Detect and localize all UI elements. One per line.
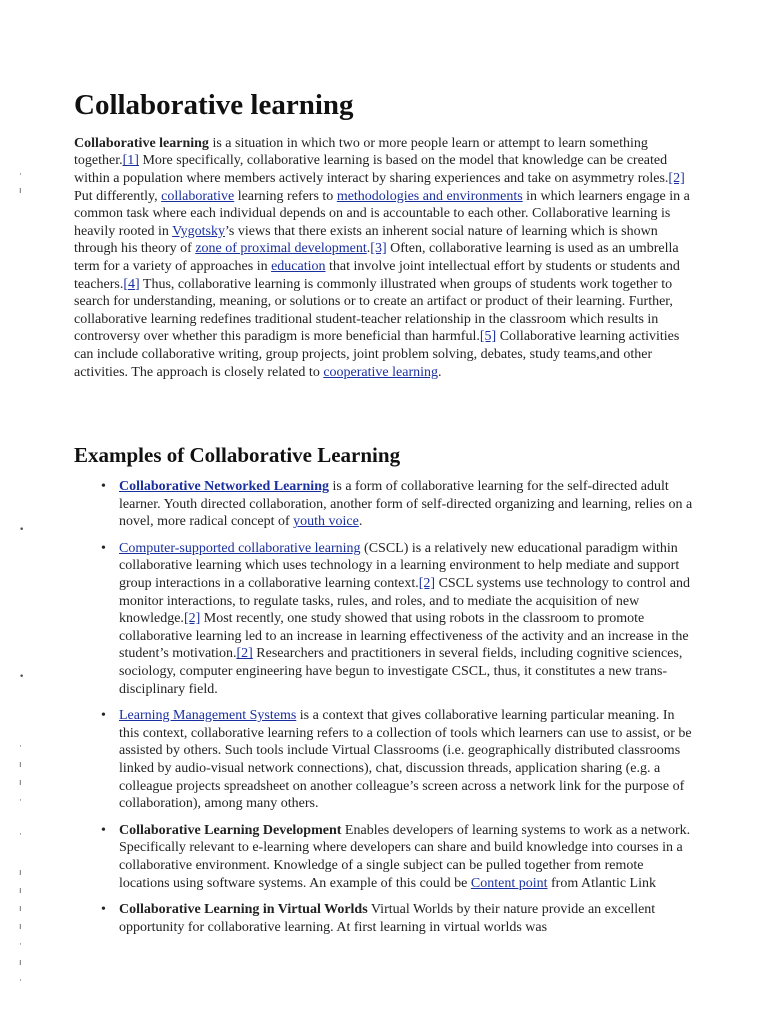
link[interactable]: zone of proximal development xyxy=(195,241,367,257)
link[interactable]: youth voice xyxy=(293,514,359,530)
text: . xyxy=(366,241,371,257)
link[interactable]: Learning Management Systems xyxy=(119,708,297,724)
text: is a form of collaborative learning for the self-directed adult learner. Youth directed collaboration, another form of self-directed organizing and learning, relies on a novel, more radical concept of xyxy=(119,479,693,530)
link[interactable]: [2] xyxy=(183,611,201,627)
link[interactable]: methodologies and environments xyxy=(336,188,523,204)
bold-text: Collaborative Learning Development xyxy=(119,822,342,838)
text: in which learners engage in a common task where each individual depends on and is accountable to each other. Collaborative learning is heavily rooted in xyxy=(74,188,690,239)
link[interactable]: [2] xyxy=(236,646,253,662)
link[interactable]: [4] xyxy=(123,276,140,292)
text: is a context that gives collaborative learning particular meaning. In this context, collaborative learning refers to a collection of tools which learners can use to assist, or be assisted by others. Such tools include Virtual Classrooms (i.e. geographically distributed classrooms linked by audio-visual network connections), chat, discussion threads, application sharing (e.g. a colleague projects spreadsheet on another colleague’s screen across a network link for the purpose of collaboration), among many others. xyxy=(119,708,692,812)
bullet-icon: • xyxy=(101,479,106,495)
text: Often, collaborative learning is used as an umbrella term for a variety of approaches in xyxy=(74,241,679,274)
list-item xyxy=(74,822,696,892)
link[interactable]: collaborative xyxy=(161,188,235,204)
text: that involve joint intellectual effort by students or students and teachers. xyxy=(74,258,680,292)
list-item xyxy=(74,478,696,531)
text: ’s views that there exists an inherent social nature of learning which is shown through his theory of xyxy=(74,223,658,257)
text: (CSCL) is a relatively new educational paradigm within collaborative learning which uses technology in a learning environment to help mediate and support group interactions in a collaborative learning context. xyxy=(119,540,680,592)
text: CSCL systems use technology to control and monitor interactions, to regulate tasks, rules, and roles, and to mediate the acquisition of new knowledge. xyxy=(119,576,691,627)
text: . xyxy=(358,514,363,530)
list-item xyxy=(74,901,696,936)
bold-text: Collaborative learning xyxy=(74,135,209,151)
bullet-icon: • xyxy=(101,540,106,556)
link[interactable]: Computer-supported collaborative learning xyxy=(119,540,361,556)
link[interactable]: [2] xyxy=(418,576,436,592)
text: Collaborative learning activities can include collaborative writing, group projects, joint problem solving, debates, study teams,and other activities. The approach is closely related to xyxy=(74,329,680,380)
link[interactable]: [1] xyxy=(122,153,139,169)
text: More specifically, collaborative learning is based on the model that knowledge can be created within a population where members actively interact by sharing experiences and take on asymmetry roles. xyxy=(74,153,669,186)
text: Researchers and practitioners in several fields, including cognitive sciences, sociology, computer engineering have begun to investigate CSCL, thus, it constitutes a new trans-disciplinary field. xyxy=(119,646,683,697)
link[interactable]: Vygotsky xyxy=(172,223,226,239)
bullet-icon: • xyxy=(101,902,106,918)
text: learning refers to xyxy=(234,188,337,204)
link[interactable]: cooperative learning xyxy=(323,364,438,380)
link[interactable]: [2] xyxy=(668,170,685,186)
examples-list xyxy=(74,478,696,936)
bold-text: Collaborative Learning in Virtual Worlds xyxy=(119,902,368,918)
link[interactable]: [3] xyxy=(370,241,387,257)
link[interactable]: Content point xyxy=(470,875,548,891)
article xyxy=(74,88,696,945)
list-item xyxy=(74,540,696,698)
text: from Atlantic Link xyxy=(547,875,656,891)
link[interactable]: Collaborative Networked Learning xyxy=(119,479,329,495)
text: is a situation in which two or more people learn or attempt to learn something together. xyxy=(74,135,648,169)
text: Put differently, xyxy=(74,188,162,204)
text: Virtual Worlds by their nature provide an excellent opportunity for collaborative learning. At first learning in virtual worlds was xyxy=(119,902,656,935)
bullet-icon: • xyxy=(101,822,106,838)
text: Thus, collaborative learning is commonly illustrated when groups of students work together to search for understanding, meaning, or solutions or to create an artifact or product of their learning. Further, collaborative learning redefines traditional student-teacher relationship in the classroom which results in controversy over whether this paradigm is more beneficial than harmful. xyxy=(74,276,673,345)
section-heading-examples: Examples of Collaborative Learning xyxy=(74,443,401,468)
text: Enables developers of learning systems to work as a network. Specifically relevant to e-learning where developers can share and build knowledge into courses in a collaborative environment. Knowledge of a single subject can be pulled together from remote locations using software systems. An example of this could be xyxy=(119,822,691,891)
list-item xyxy=(74,707,696,813)
bullet-icon: • xyxy=(101,708,106,724)
text: . xyxy=(438,364,442,380)
text: Most recently, one study showed that using robots in the classroom to promote collaborative learning led to an increase in learning effectiveness of the activity and an increase in the student’s motivation. xyxy=(119,611,689,662)
intro-paragraph xyxy=(74,135,696,381)
link[interactable]: [5] xyxy=(479,329,497,345)
page-title: Collaborative learning xyxy=(74,89,354,121)
link[interactable]: education xyxy=(271,258,326,274)
